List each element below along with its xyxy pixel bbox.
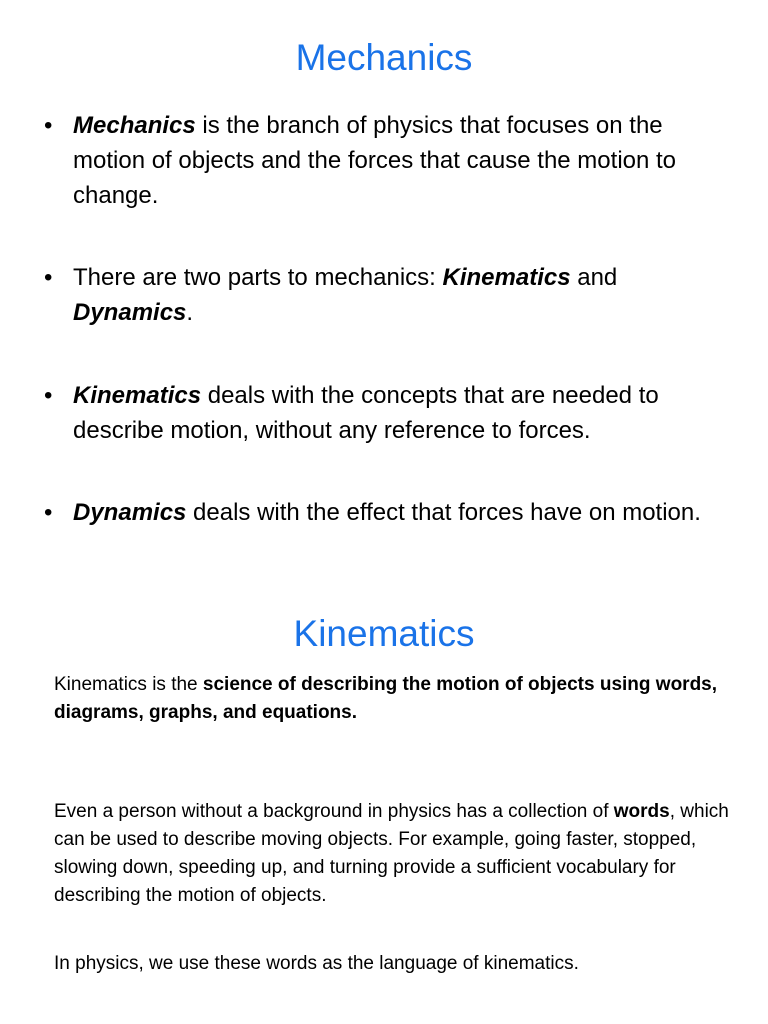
kinematics-intro: [54, 671, 744, 727]
section-title: Kinematics: [293, 613, 475, 654]
body-text: Kinematics is the: [54, 674, 203, 695]
emphasis-text: science of describing the motion of objects using words, diagrams, graphs, and equations.: [54, 674, 718, 723]
body-text: is the branch of physics that focuses on the motion of objects and the forces that cause the motion to change.: [73, 112, 677, 209]
emphasis-text: Dynamics: [73, 299, 187, 326]
bullet-text: [73, 495, 733, 530]
bullet-dot-icon: •: [44, 112, 53, 139]
bullet-dot-icon: •: [44, 382, 53, 409]
bullet-dot-icon: •: [44, 499, 53, 526]
kinematics-paragraph: [54, 798, 744, 910]
kinematics-paragraph: In physics, we use these words as the language of kinematics.: [54, 953, 579, 974]
bullet-text: [73, 108, 733, 213]
emphasis-text: Dynamics: [73, 499, 187, 526]
bullet-dot-icon: •: [44, 264, 53, 291]
body-text: .: [186, 299, 194, 326]
body-text: deals with the concepts that are needed to describe motion, without any reference to forces.: [73, 382, 659, 444]
emphasis-text: Mechanics: [73, 112, 196, 139]
emphasis-text: Kinematics: [73, 382, 202, 409]
body-text: , which can be used to describe moving objects. For example, going faster, stopped, slowing down, speeding up, and turning provide a sufficient vocabulary for describing the motion of objects.: [54, 801, 729, 906]
bullet-text: [73, 260, 733, 330]
page-title: Mechanics: [295, 37, 473, 78]
body-text: and: [570, 264, 618, 291]
emphasis-text: words: [613, 801, 670, 822]
emphasis-text: Kinematics: [442, 264, 571, 291]
body-text: Even a person without a background in physics has a collection of: [54, 801, 614, 822]
bullet-text: [73, 378, 733, 448]
body-text: deals with the effect that forces have on motion.: [186, 499, 701, 526]
body-text: There are two parts to mechanics:: [73, 264, 443, 291]
